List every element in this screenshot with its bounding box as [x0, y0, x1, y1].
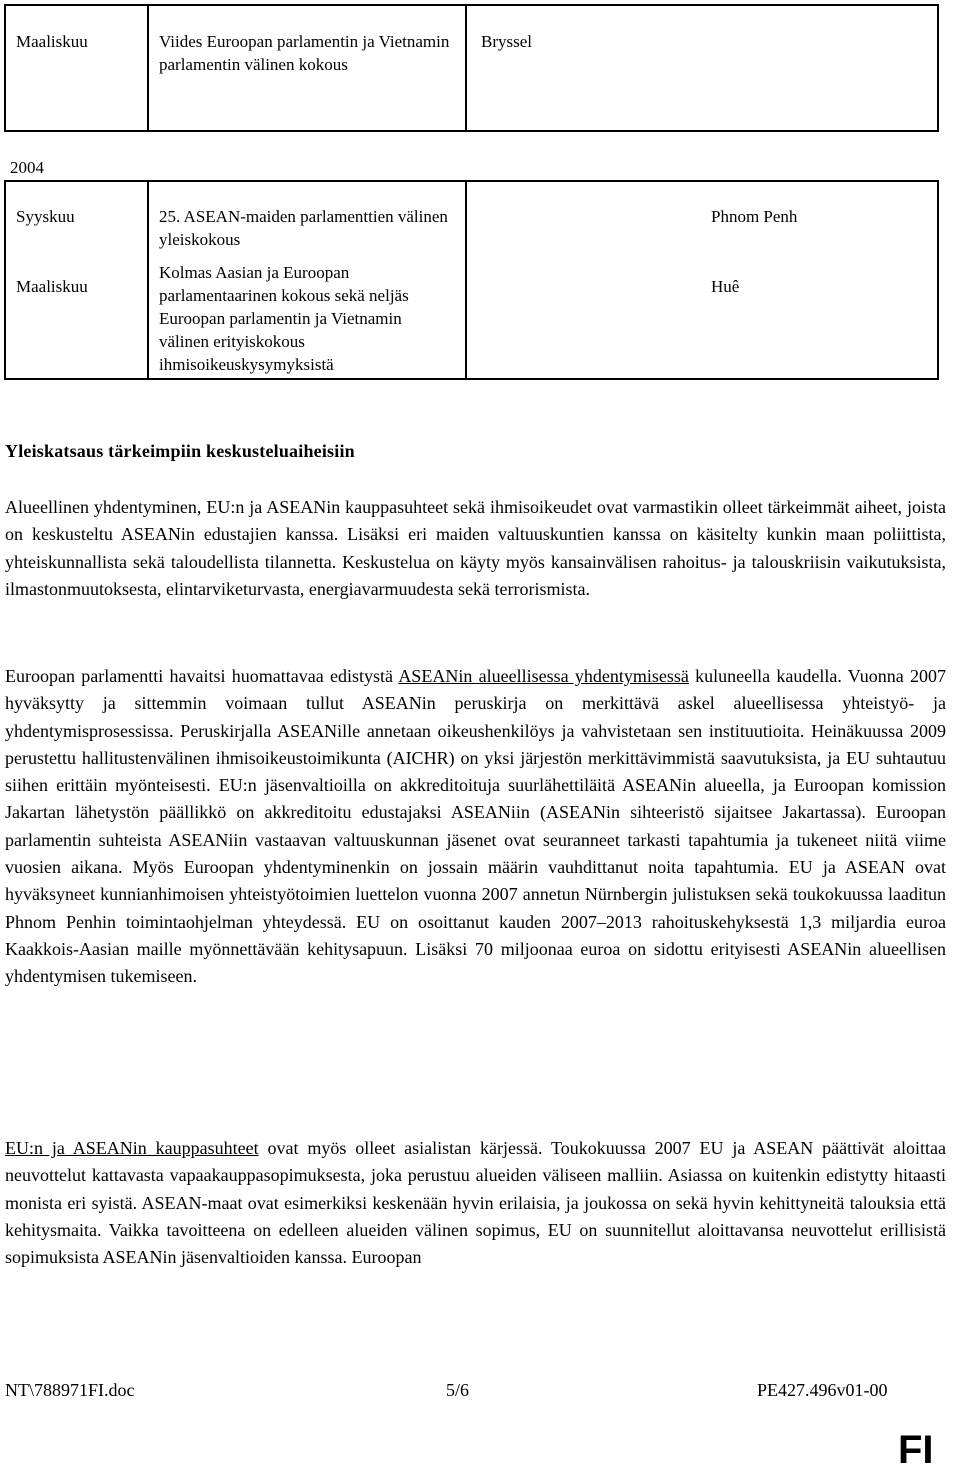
- events-table-top: [4, 4, 939, 132]
- table-cell-place: Phnom Penh Huê: [466, 181, 938, 379]
- table-cell-month: Syyskuu Maaliskuu: [5, 181, 148, 379]
- paragraph-text: Euroopan parlamentti havaitsi huomattavaa edistystä: [5, 666, 399, 686]
- underlined-term: ASEANin alueellisessa yhdentymisessä: [398, 666, 689, 686]
- table-cell-month: Maaliskuu: [5, 5, 148, 131]
- paragraph-trade-relations: [5, 1135, 946, 1271]
- footer-page-number: 5/6: [446, 1380, 470, 1400]
- table-cell-place: Bryssel: [466, 5, 938, 131]
- table-cell-event: Viides Euroopan parlamentin ja Vietnamin parlamentin välinen kokous: [148, 5, 466, 131]
- year-label: 2004: [10, 158, 44, 177]
- footer-document-id: NT\788971FI.doc: [5, 1380, 135, 1400]
- underlined-term: EU:n ja ASEANin kauppasuhteet: [5, 1138, 259, 1158]
- paragraph-regional-integration: [5, 663, 946, 991]
- paragraph-text: ovat myös olleet asialistan kärjessä. Toukokuussa 2007 EU ja ASEAN päättivät aloittaa neuvottelut kattavasta vapaakauppasopimuksesta, joka perustuu alueiden väliseen malliin. Asiassa on kuitenkin edistytty hitaasti monista eri syistä. ASEAN-maat ovat esimerkiksi keskenään hyvin erilaisia, ja joukossa on sekä hyvin kehittyneitä talouksia että kehitysmaita. Vaikka tavoitteena on edelleen alueiden välinen sopimus, EU on suunnitellut aloittavansa neuvottelut erillisistä sopimuksista ASEANin jäsenvaltioiden kanssa. Euroopan: [5, 1138, 947, 1268]
- paragraph-overview: Alueellinen yhdentyminen, EU:n ja ASEANin kauppasuhteet sekä ihmisoikeudet ovat varmastikin olleet tärkeimmät aiheet, joista on keskusteltu ASEANin edustajien kanssa. Lisäksi eri maiden valtuuskuntien kanssa on käsitelty kunkin maan poliittista, yhteiskunnallista sekä taloudellista tilannetta. Keskustelua on käyty myös kansainvälisen rahoitus- ja talouskriisin vaikutuksista, ilmastonmuutoksesta, elintarviketurvasta, energiavarmuudesta sekä terrorismista.: [5, 497, 946, 599]
- paragraph-text: kuluneella kaudella. Vuonna 2007 hyväksytty ja sittemmin voimaan tullut ASEANin peruskirja on merkittävä askel alueellisessa yhteistyö- ja yhdentymisprosessissa. Peruskirjalla ASEANille annetaan oikeushenkilöys ja vahvistetaan sen instituutioita. Heinäkuussa 2009 perustettu hallitustenvälinen ihmisoikeustoimikunta (AICHR) on yksi järjestön merkittävimmistä saavutuksista, ja EU suhtautuu siihen erittäin myönteisesti. EU:n jäsenvaltioilla on akkreditoituja suurlähettiläitä ASEANin alueella, ja Euroopan komission Jakartan lähetystön päällikkö on akkreditoitu edustajaksi ASEANiin (ASEANin sihteeristö sijaitsee Jakartassa). Euroopan parlamentin suhteista ASEANiin vastaavan valtuuskunnan jäsenet ovat seuranneet tarkasti tapahtumia ja tukeneet niitä viime vuosien aikana. Myös Euroopan yhdentyminenkin on jossain määrin vauhdittanut noita tapahtumia. EU ja ASEAN ovat hyväksyneet kunnianhimoisen yhteistyötoimien luettelon vuonna 2007 annetun Nürnbergin julistuksen sekä toukokuussa laaditun Phnom Penhin toimintaohjelman yhteydessä. EU on osoittanut kauden 2007–2013 rahoituskehyksestä 1,3 miljardia euroa Kaakkois-Aasian maille myönnettävään kehitysapuun. Lisäksi 70 miljoonaa euroa on sidottu erityisesti ASEANin alueellisen yhdentymisen tukemiseen.: [5, 666, 946, 987]
- events-table-2004: [4, 180, 939, 380]
- section-heading: Yleiskatsaus tärkeimpiin keskusteluaiheisiin: [5, 441, 355, 461]
- table-cell-event: 25. ASEAN-maiden parlamenttien välinen yleiskokous Kolmas Aasian ja Euroopan parlamentaarinen kokous sekä neljäs Euroopan parlamentin ja Vietnamin välinen erityiskokous ihmisoikeuskysymyksistä: [148, 181, 466, 379]
- language-code: FI: [898, 1428, 934, 1472]
- footer-reference: PE427.496v01-00: [757, 1380, 888, 1400]
